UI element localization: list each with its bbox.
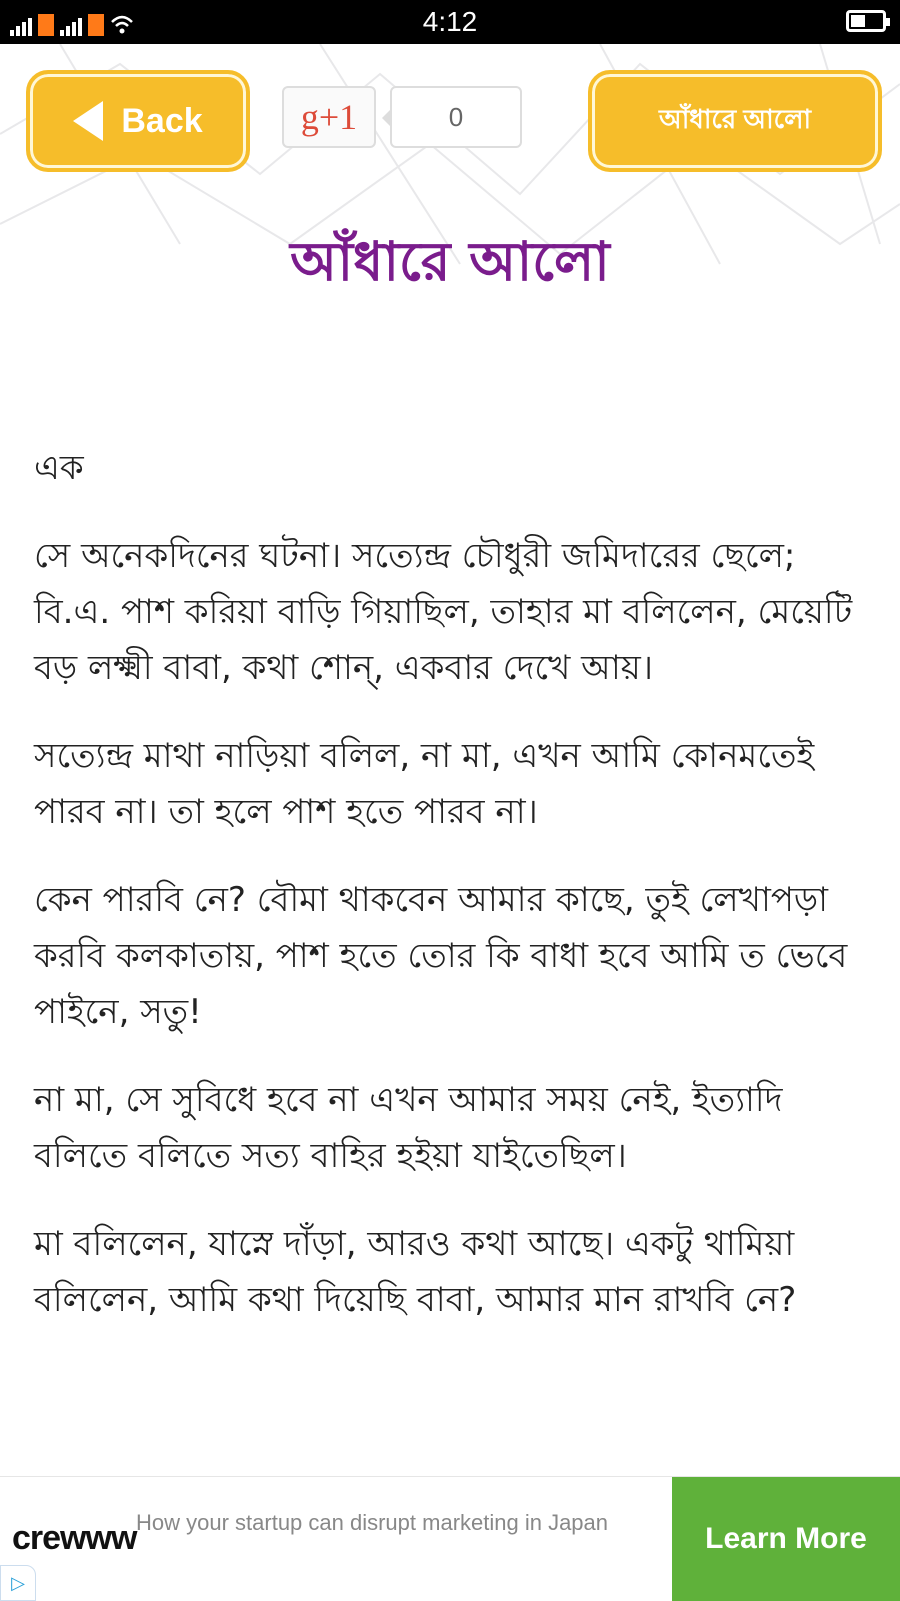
back-button[interactable] [26,70,250,172]
story-paragraph: সে অনেকদিনের ঘটনা। সত্যেন্দ্র চৌধুরী জমিদারের ছেলে; বি.এ. পাশ করিয়া বাড়ি গিয়াছিল, তাহার মা বলিলেন, মেয়েটি বড় লক্ষ্মী বাবা, কথা শোন্‌, একবার দেখে আয়। [34,536,853,688]
story-paragraph: না মা, সে সুবিধে হবে না এখন আমার সময় নেই, ইত্যাদি বলিতে বলিতে সত্য বাহির হইয়া যাইতেছিল। [34,1080,783,1176]
top-toolbar [0,44,900,194]
plus-one-count-value: 0 [448,101,464,132]
advertiser-logo: crewww [12,1519,137,1557]
ad-text: How your startup can disrupt marketing in Japan [136,1510,609,1535]
google-plus-icon: g+1 [300,97,358,137]
story-content [34,440,866,1360]
adchoices-icon[interactable]: ▷ [0,1565,36,1601]
google-plus-one-button[interactable] [282,86,376,148]
status-time: 4:12 [422,6,478,37]
back-arrow-icon [73,101,103,141]
story-paragraph: কেন পারবি নে? বৌমা থাকবেন আমার কাছে, তুই লেখাপড়া করবি কলকাতায়, পাশ হতে তোর কি বাধা হবে আমি ত ভেবে পাইনে, সতু! [34,880,848,1032]
story-paragraph: সত্যেন্দ্র মাথা নাড়িয়া বলিল, না মা, এখন আমি কোনমতেই পারব না। তা হলে পাশ হতে পারব না। [34,736,815,832]
page-title: আঁধারে আলো [290,230,610,293]
battery-icon [846,10,886,32]
back-button-label: Back [121,101,203,140]
chapter-heading: এক [34,448,84,488]
story-paragraph: মা বলিলেন, যাস্নে দাঁড়া, আরও কথা আছে। একটু থামিয়া বলিলেন, আমি কথা দিয়েছি বাবা, আমার মান রাখবি নে? [34,1224,797,1320]
ad-banner[interactable] [0,1476,900,1601]
status-bar [0,0,900,44]
learn-more-button[interactable]: Learn More [672,1477,900,1601]
book-title-button-label: আঁধারে আলো [658,104,812,134]
book-title-button[interactable] [588,70,882,172]
plus-one-count [390,86,522,148]
